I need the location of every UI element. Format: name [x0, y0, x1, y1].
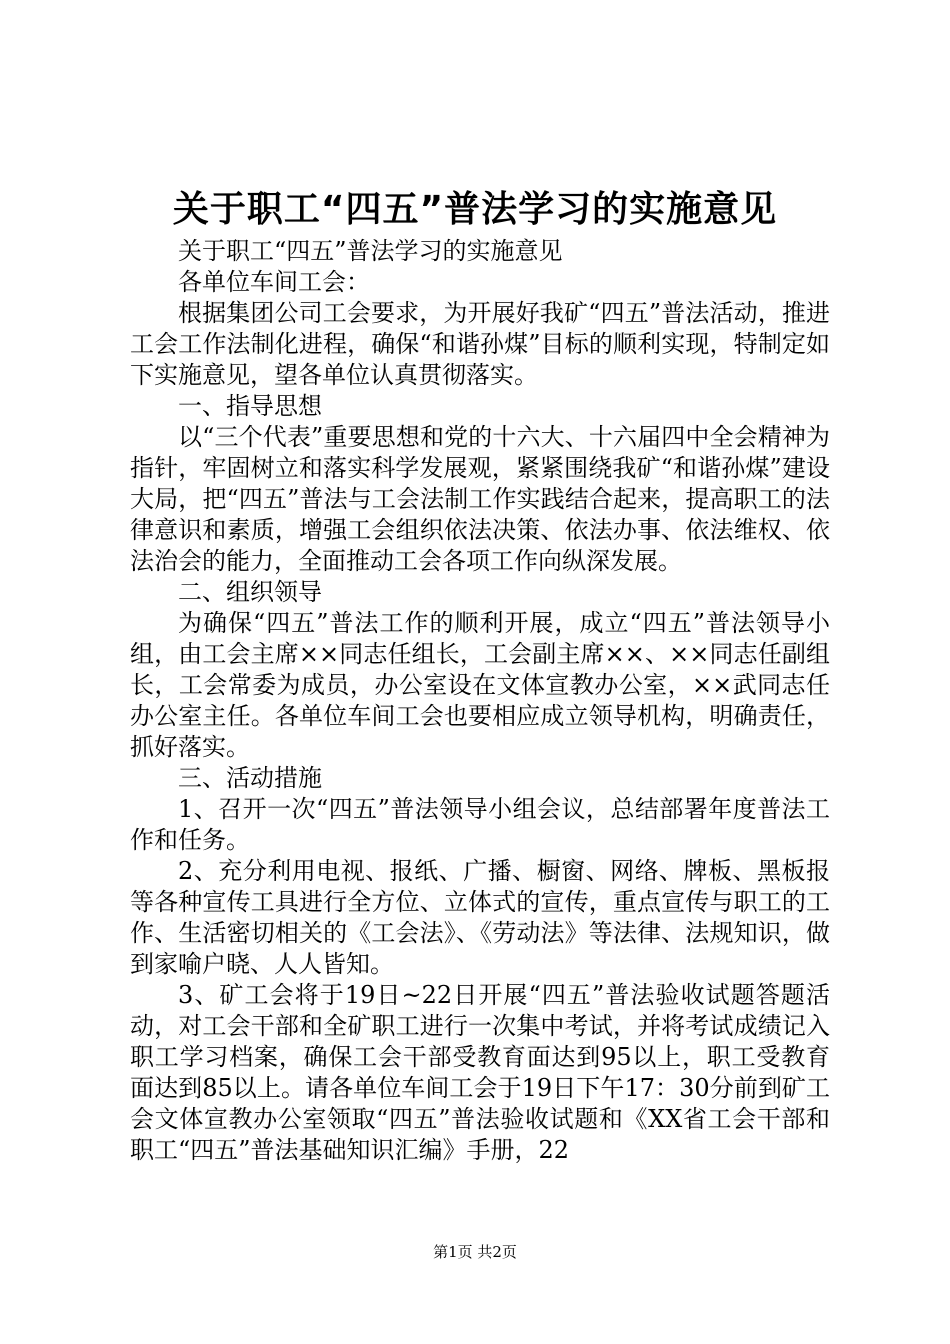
paragraph-measure-1: 1、召开一次“四五”普法领导小组会议，总结部署年度普法工作和任务。 [130, 795, 830, 854]
section-heading-guiding-thought: 一、指导思想 [178, 392, 322, 420]
document-title: 关于职工“四五”普法学习的实施意见 [172, 189, 778, 230]
section-heading-organization: 二、组织领导 [178, 578, 322, 606]
paragraph-salutation: 各单位车间工会： [178, 268, 370, 296]
page-footer: 第1页 共2页 [433, 1243, 517, 1261]
paragraph-subtitle: 关于职工“四五”普法学习的实施意见 [178, 237, 563, 265]
paragraph-organization: 为确保“四五”普法工作的顺利开展，成立“四五”普法领导小组，由工会主席××同志任组长，工会副主席××、××同志任副组长，工会常委为成员，办公室设在文体宣教办公室，××武同志任办公室主任。各单位车间工会也要相应成立领导机构，明确责任，抓好落实。 [130, 609, 830, 761]
document-body [130, 236, 830, 1166]
paragraph-intro: 根据集团公司工会要求，为开展好我矿“四五”普法活动，推进工会工作法制化进程，确保“和谐孙煤”目标的顺利实现，特制定如下实施意见，望各单位认真贯彻落实。 [130, 299, 830, 389]
paragraph-measure-3: 3、矿工会将于19日~22日开展“四五”普法验收试题答题活动，对工会干部和全矿职工进行一次集中考试，并将考试成绩记入职工学习档案，确保工会干部受教育面达到95以上，职工受教育面达到85以上。请各单位车间工会于19日下午17：30分前到矿工会文体宣教办公室领取“四五”普法验收试题和《XX省工会干部和职工“四五”普法基础知识汇编》手册，22 [130, 981, 830, 1164]
section-heading-measures: 三、活动措施 [178, 764, 322, 792]
paragraph-measure-2: 2、充分利用电视、报纸、广播、橱窗、网络、牌板、黑板报等各种宣传工具进行全方位、立体式的宣传，重点宣传与职工的工作、生活密切相关的《工会法》、《劳动法》等法律、法规知识，做到家喻户晓、人人皆知。 [130, 857, 830, 978]
paragraph-guiding-thought: 以“三个代表”重要思想和党的十六大、十六届四中全会精神为指针，牢固树立和落实科学发展观，紧紧围绕我矿“和谐孙煤”建设大局，把“四五”普法与工会法制工作实践结合起来，提高职工的法律意识和素质，增强工会组织依法决策、依法办事、依法维权、依法治会的能力，全面推动工会各项工作向纵深发展。 [130, 423, 830, 575]
